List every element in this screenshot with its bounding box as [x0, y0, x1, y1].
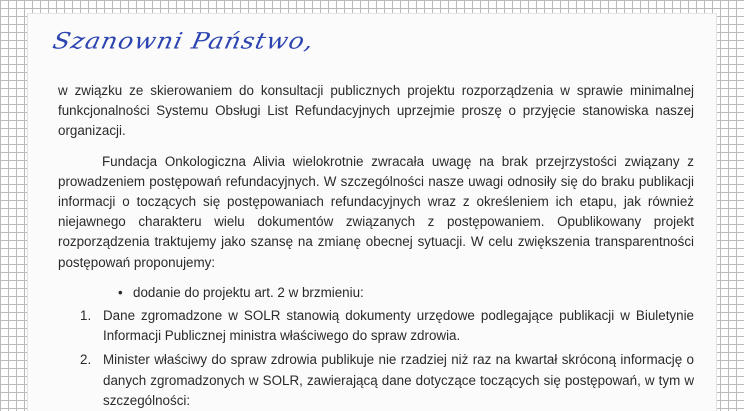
intro-paragraph: w związku ze skierowaniem do konsultacji publicznych projektu rozporządzenia w sprawie minimalnej funkcjonalności Systemu Obsługi List Refundacyjnych uprzejmie proszę o przyjęcie stanowiska naszej organizacji. [58, 83, 694, 139]
list-item [58, 306, 694, 346]
handwritten-salutation: Szanowni Państwo, [50, 28, 317, 55]
proposal-bullet-text: dodanie do projektu art. 2 w brzmieniu: [133, 284, 364, 300]
proposal-bullet [58, 283, 694, 303]
list-item [58, 350, 694, 411]
list-item-number: 1. [80, 308, 92, 324]
list-item-text: Dane zgromadzone w SOLR stanowią dokumenty urzędowe podlegające publikacji w Biuletynie Informacji Publicznej ministra właściwego do spraw zdrowia. [103, 308, 694, 344]
letter-body [58, 81, 694, 411]
article-list [58, 306, 694, 411]
list-item-number: 2. [80, 352, 92, 368]
main-paragraph: Fundacja Onkologiczna Alivia wielokrotnie zwracała uwagę na brak przejrzystości związany z prowadzeniem postępowań refundacyjnych. W szczególności nasze uwagi odnosiły się do braku publikacji informacji o toczących się postępowaniach refundacyjnych wraz z określeniem ich etapu, jak również niejawnego charakteru wielu dokumentów związanych z postępowaniem. Opublikowany projekt rozporządzenia traktujemy jako szansę na zmianę obecnej sytuacji. W celu zwiększenia transparentności postępowań proponujemy: [58, 153, 694, 270]
list-item-text: Minister właściwy do spraw zdrowia publikuje nie rzadziej niż raz na kwartał skróconą informację o danych zgromadzonych w SOLR, zawierającą dane dotyczące toczących się postępowań, w tym w szczególności: [103, 352, 694, 408]
letter-page [28, 14, 716, 411]
bullet-dot-icon: • [118, 284, 123, 300]
